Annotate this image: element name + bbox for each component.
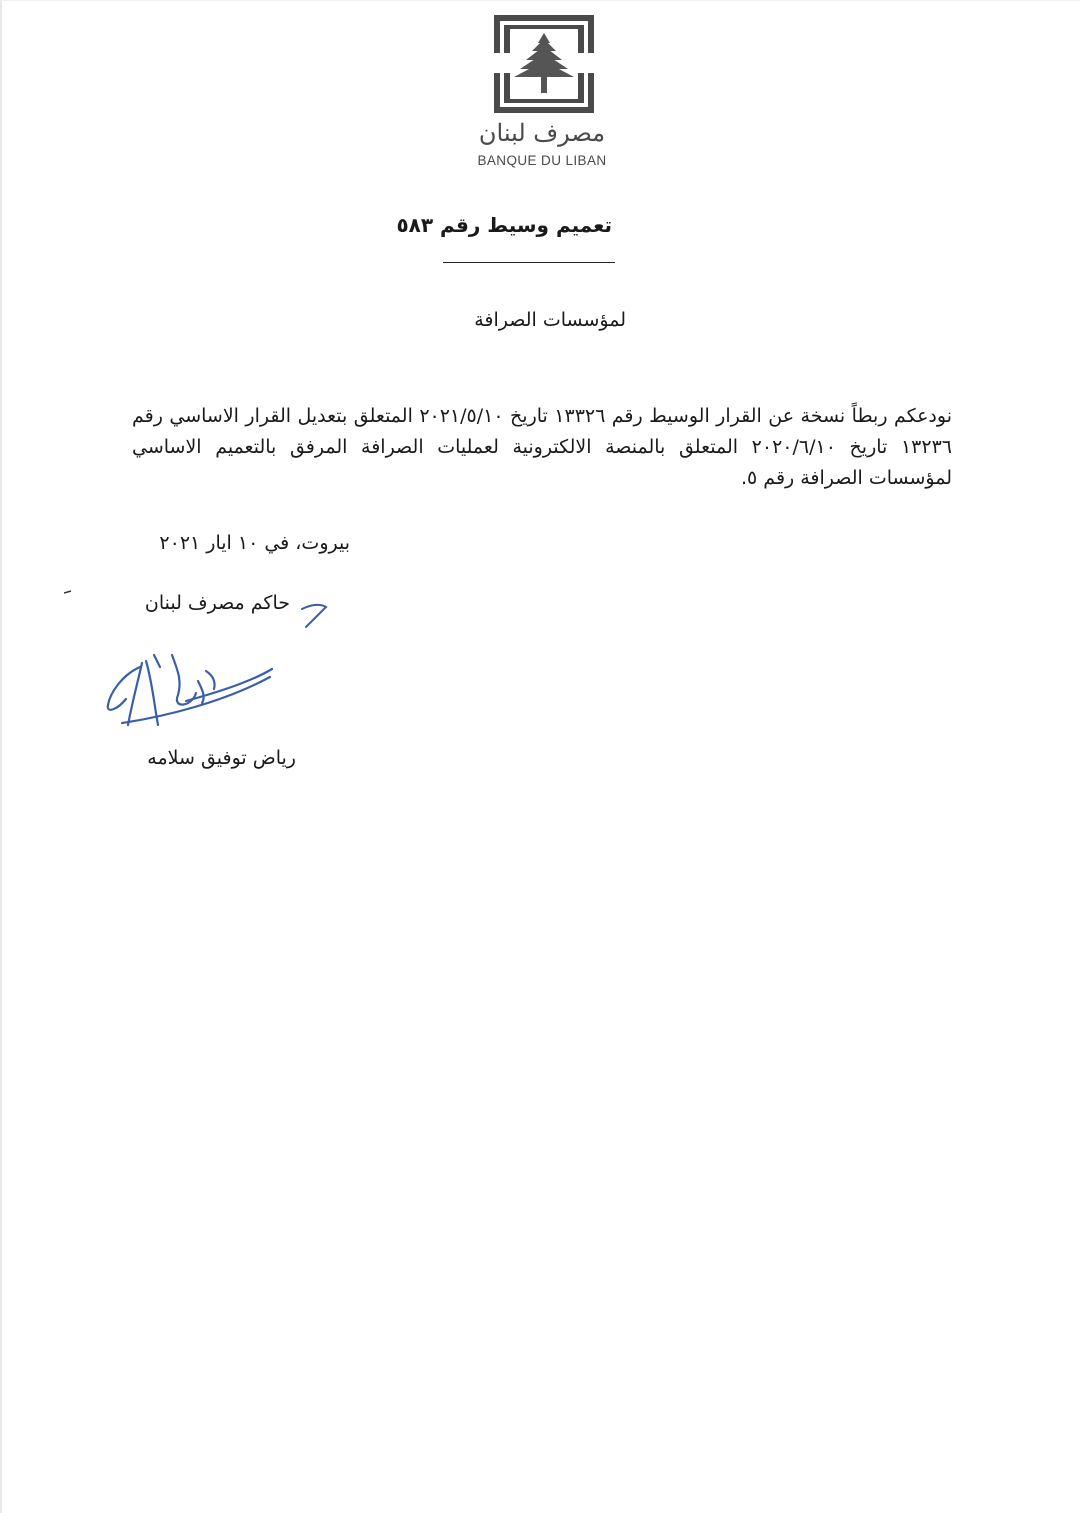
lebanon-cedar-icon [494,15,594,113]
date-line: بيروت، في ١٠ ايار ٢٠٢١ [159,532,350,554]
bank-name-arabic: مصرف لبنان [478,119,606,147]
signatory-title: حاكم مصرف لبنان [144,592,290,614]
pen-tick-mark [298,599,332,631]
stray-mark [64,579,72,583]
document-title: تعميم وسيط رقم ٥٨٣ [396,213,612,237]
signatory-name: رياض توفيق سلامه [147,747,296,769]
handwritten-signature [102,641,332,741]
recipient-line: لمؤسسات الصرافة [474,309,626,331]
body-paragraph: نودعكم ربطاً نسخة عن القرار الوسيط رقم ١٣٣٢٦ تاريخ ٢٠٢١/٥/١٠ المتعلق بتعديل القرار الاساسي رقم ١٣٢٣٦ تاريخ ٢٠٢٠/٦/١٠ المتعلق بالمنصة الالكترونية لعمليات الصرافة المرفق بالتعميم الاساسي لمؤسسات الصرافة رقم ٥. [132,405,952,489]
title-underline [443,262,615,263]
bank-name-french: BANQUE DU LIBAN [477,153,607,168]
